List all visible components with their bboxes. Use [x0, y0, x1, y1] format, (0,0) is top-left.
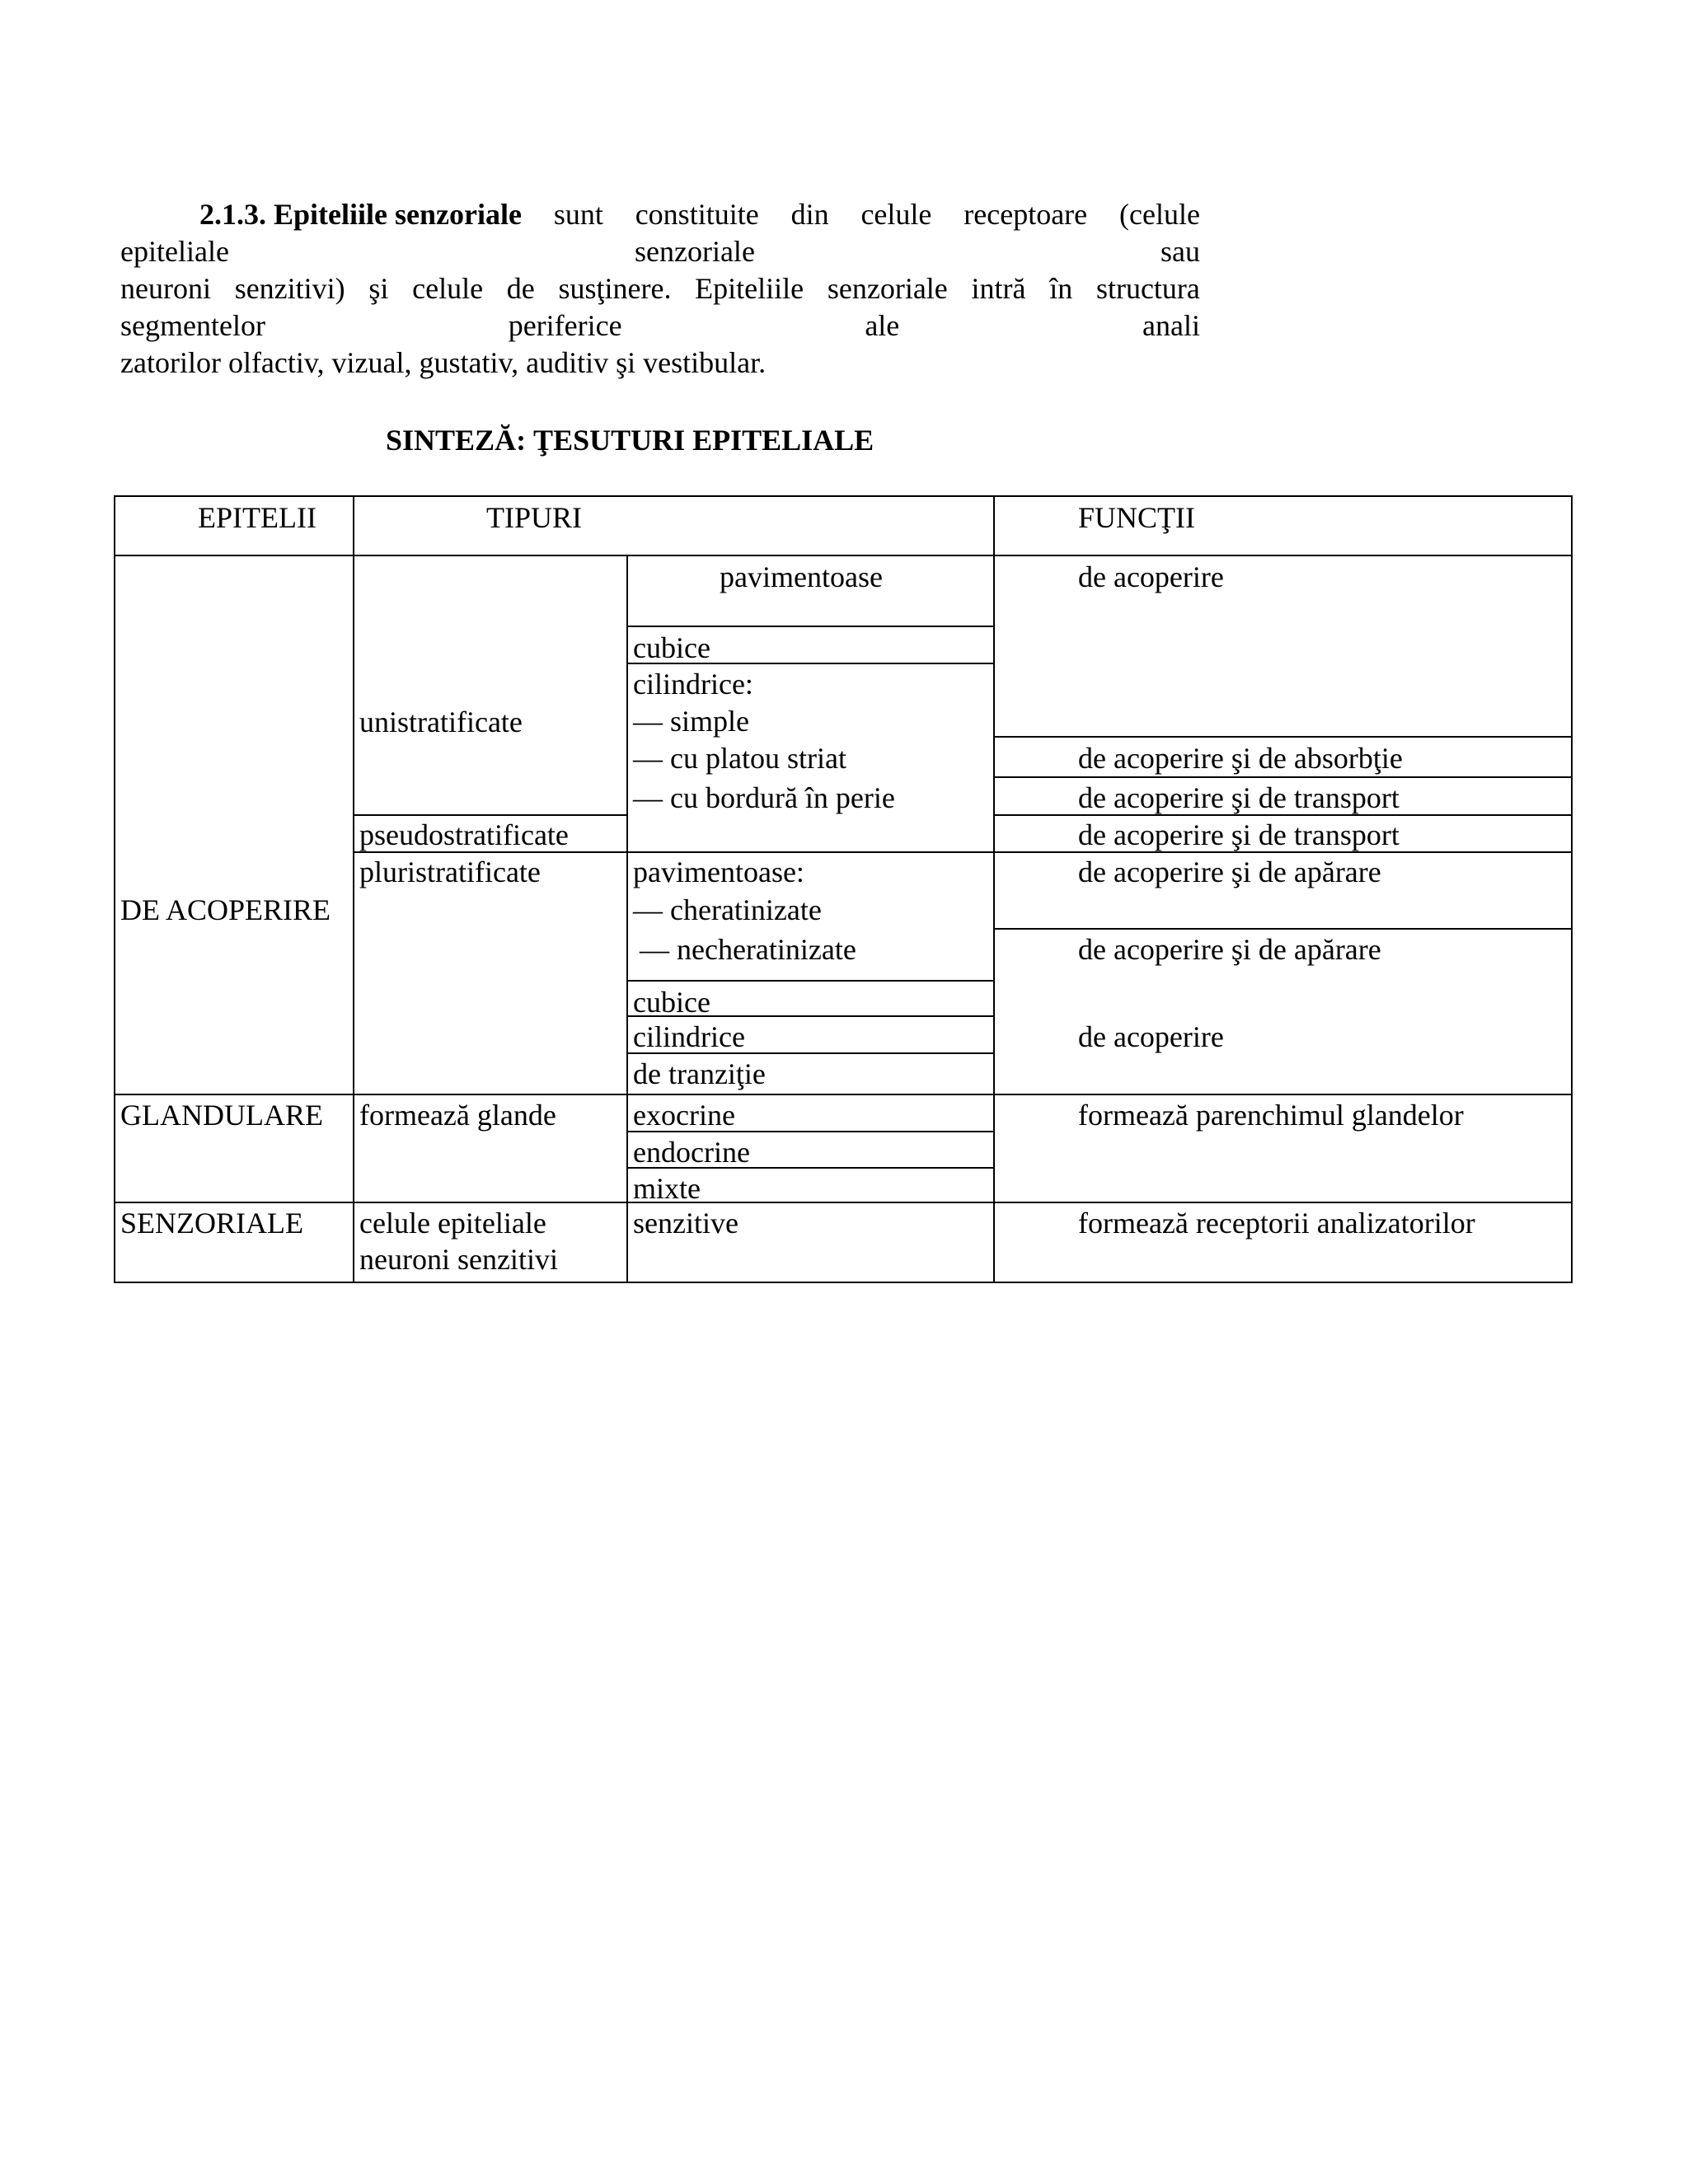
types-line-d — [626, 980, 995, 982]
types-line-a — [626, 626, 995, 627]
function-aparare-1: de acoperire şi de apărare — [1078, 855, 1381, 888]
header-epitelii: EPITELII — [198, 501, 316, 534]
col1-divider — [353, 495, 354, 1283]
table-border-bottom — [114, 1282, 1573, 1283]
unistrat-bottom-border — [353, 814, 628, 816]
type-bordura-perie: — cu bordură în perie — [633, 781, 895, 814]
group-label-senzoriale: SENZORIALE — [120, 1207, 303, 1240]
header-bottom-border — [114, 555, 1573, 556]
table-border-left — [114, 495, 115, 1283]
paragraph-line-3: neuroni senzitivi) şi celule de susţinere. Epiteliile senzoriale intră în structura — [120, 272, 1200, 305]
type-exocrine: exocrine — [633, 1099, 735, 1132]
function-transport-1: de acoperire şi de transport — [1078, 781, 1400, 814]
type-cheratinizate: — cheratinizate — [633, 893, 822, 926]
func-line-e — [993, 928, 1573, 930]
type-necheratinizate: — necheratinizate — [640, 933, 856, 966]
types-line-c — [626, 851, 995, 853]
paragraph-line-5: zatorilor olfactiv, vizual, gustativ, auditiv şi vestibular. — [120, 346, 767, 379]
paragraph-line-2: epiteliale senzoriale sau — [120, 235, 1200, 268]
glandulare-type: formează glande — [359, 1099, 556, 1132]
function-aparare-2: de acoperire şi de apărare — [1078, 933, 1381, 966]
subgroup-pseudostratificate: pseudostratificate — [359, 818, 569, 851]
section-title: SINTEZĂ: ŢESUTURI EPITELIALE — [386, 424, 874, 457]
type-cilindrice: cilindrice: — [633, 668, 753, 701]
section-heading: 2.1.3. Epiteliile senzoriale — [199, 198, 522, 231]
type-cubice-pluri: cubice — [633, 986, 710, 1019]
func-line-a — [993, 736, 1573, 738]
subgroup-unistratificate: unistratificate — [359, 705, 523, 738]
type-platou-striat: — cu platou striat — [633, 742, 846, 775]
type-endocrine: endocrine — [633, 1136, 750, 1169]
type-pavimentoase: pavimentoase — [720, 560, 883, 593]
type-cilindrice-pluri: cilindrice — [633, 1020, 745, 1053]
group-label-acoperire: DE ACOPERIRE — [120, 893, 331, 926]
paragraph-line-1: 2.1.3. Epiteliile senzoriale sunt constituite din celule receptoare (celule — [199, 198, 1200, 231]
paragraph-line-4: segmentelor periferice ale anali — [120, 309, 1200, 342]
table-border-right — [1571, 495, 1573, 1283]
function-transport-2: de acoperire şi de transport — [1078, 818, 1400, 851]
type-simple: — simple — [633, 705, 749, 738]
senzoriale-top-border — [114, 1202, 1573, 1203]
function-acoperire-2: de acoperire — [1078, 1020, 1224, 1053]
type-mixte: mixte — [633, 1172, 701, 1205]
group-label-glandulare: GLANDULARE — [120, 1099, 323, 1132]
type-pavimentoase-pluri: pavimentoase: — [633, 855, 804, 888]
table-border-top — [114, 495, 1573, 497]
senzoriale-type-1: celule epiteliale — [359, 1207, 546, 1240]
type-senzitive: senzitive — [633, 1207, 738, 1240]
senzoriale-type-2: neuroni senzitivi — [359, 1243, 558, 1276]
subgroup-pluristratificate: pluristratificate — [359, 855, 541, 888]
function-glandulare: formează parenchimul glandelor — [1078, 1099, 1464, 1132]
type-tranzitie: de tranziţie — [633, 1057, 766, 1090]
header-functii: FUNCŢII — [1078, 501, 1195, 534]
func-line-b — [993, 776, 1573, 778]
type-cubice: cubice — [633, 631, 710, 664]
function-senzoriale: formează receptorii analizatorilor — [1078, 1207, 1475, 1240]
col3-divider — [993, 495, 995, 1283]
header-tipuri: TIPURI — [486, 501, 582, 534]
function-absorbtie: de acoperire şi de absorbţie — [1078, 742, 1403, 775]
glandulare-top-border — [114, 1094, 1573, 1095]
function-acoperire: de acoperire — [1078, 560, 1224, 593]
